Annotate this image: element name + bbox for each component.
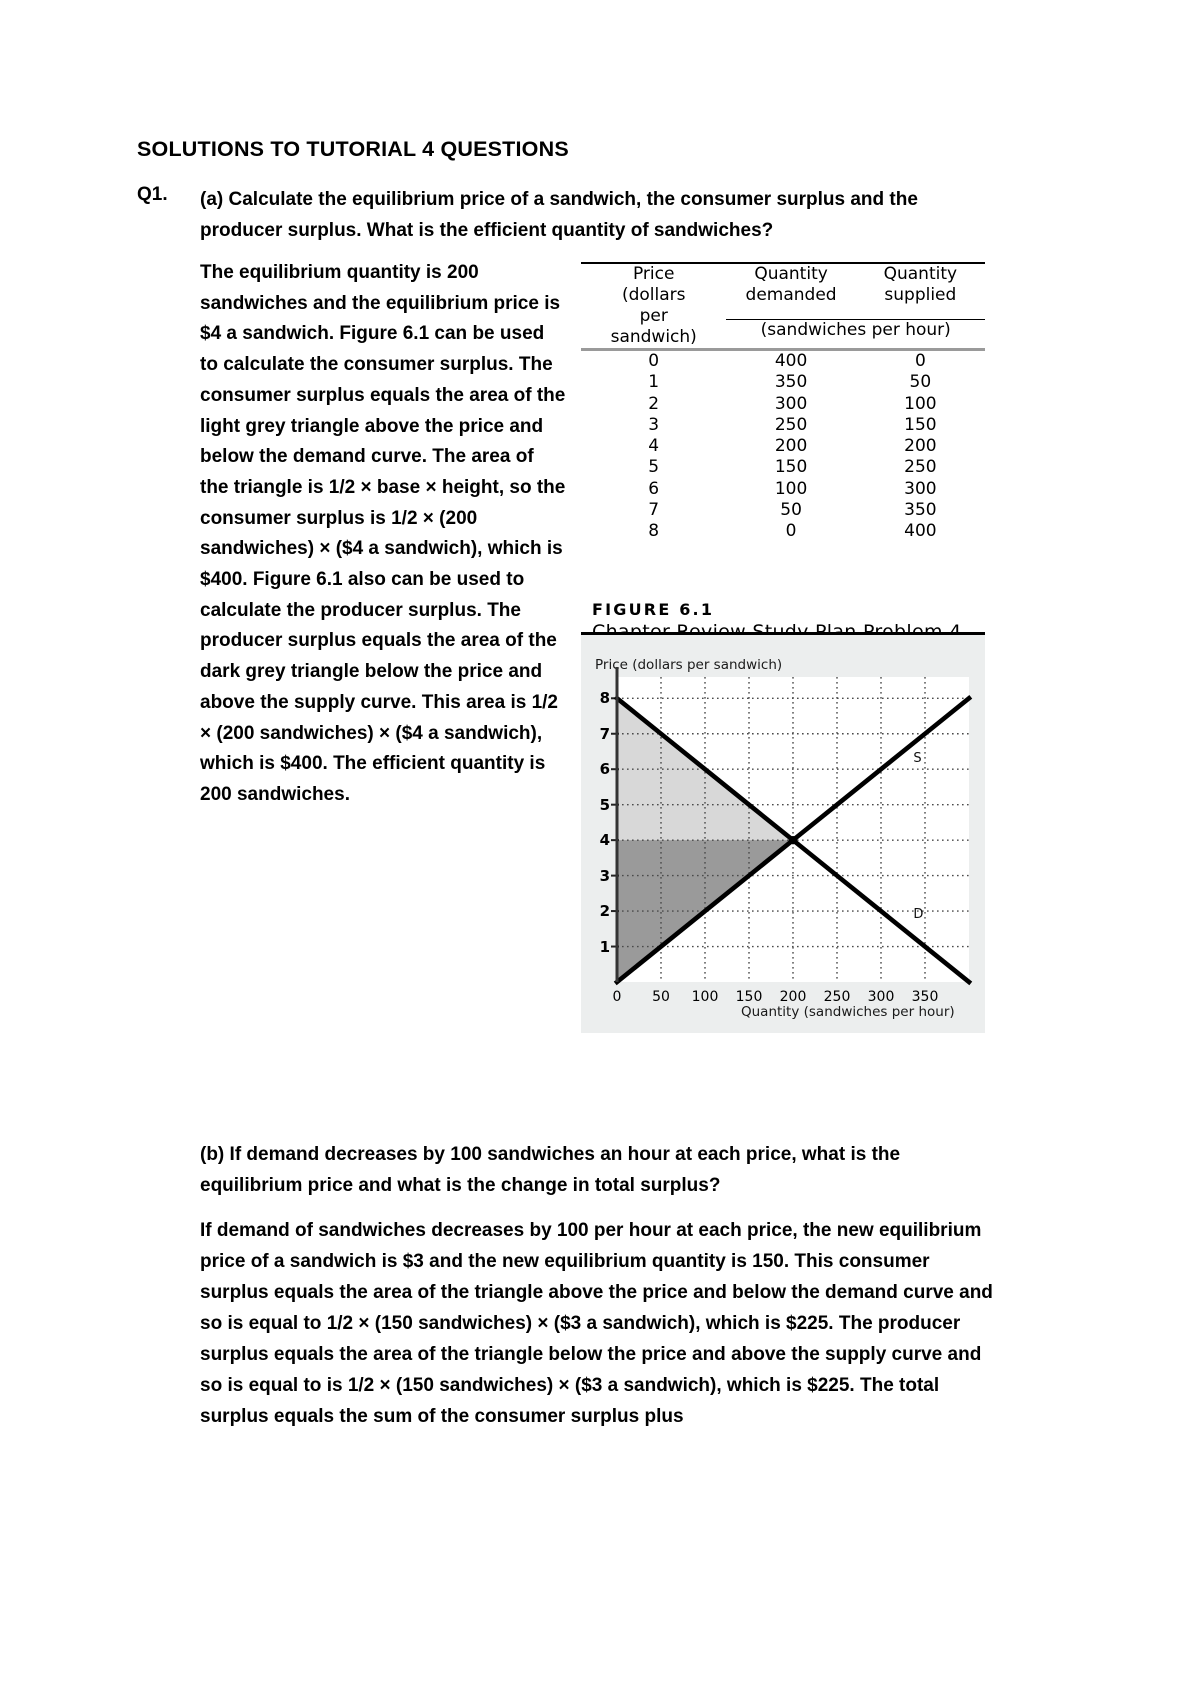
cell-demanded: 300 bbox=[774, 393, 808, 414]
header-line: per bbox=[639, 306, 668, 326]
question-prompt-b: (b) If demand decreases by 100 sandwiches an hour at each price, what is the equilibrium price and what is the change in total surplus? bbox=[200, 1144, 901, 1196]
x-tick-label: 100 bbox=[691, 989, 719, 1005]
cell-demanded: 150 bbox=[774, 457, 808, 478]
question-number: Q1. bbox=[137, 184, 168, 205]
x-tick-label: 0 bbox=[612, 989, 622, 1005]
y-tick-label: 2 bbox=[599, 902, 610, 921]
header-line: Quantity bbox=[754, 264, 828, 284]
x-tick-label: 150 bbox=[735, 989, 763, 1005]
table-header-quantity-supplied bbox=[856, 263, 985, 320]
table-row bbox=[581, 500, 985, 521]
table-header-price bbox=[581, 263, 726, 348]
answer-paragraph-b: If demand of sandwiches decreases by 100 per hour at each price, the new equilibrium price of a sandwich is $3 and the new equilibrium quantity is 150. This consumer surplus equals the area of the triangle above the price and below the demand curve and so is equal to 1/2 × (150 sandwiches) × ($3 a sandwich), which is $225. The producer surplus equals the area of the triangle below the price and above the supply curve and so is equal to is 1/2 × (150 sandwiches) × ($3 a sandwich), which is $225. The total surplus equals the sum of the consumer surplus plus bbox=[200, 1220, 993, 1427]
table-row bbox=[581, 415, 985, 436]
table-body bbox=[581, 350, 985, 543]
y-tick-label: 8 bbox=[599, 689, 610, 708]
table-row bbox=[581, 479, 985, 500]
y-tick-label: 7 bbox=[599, 724, 610, 743]
x-tick-label: 200 bbox=[779, 989, 807, 1005]
cell-supplied: 100 bbox=[904, 393, 937, 414]
cell-demanded: 200 bbox=[774, 436, 808, 457]
table-row bbox=[581, 350, 985, 373]
table-header-quantity-demanded bbox=[726, 263, 855, 320]
header-line: demanded bbox=[745, 285, 837, 305]
chart-plot-area bbox=[599, 677, 969, 1005]
y-tick-label: 1 bbox=[599, 937, 610, 956]
table-row bbox=[581, 394, 985, 415]
figure-label: FIGURE 6.1 bbox=[592, 600, 715, 619]
y-tick-label: 6 bbox=[599, 760, 610, 779]
header-line: Quantity bbox=[883, 264, 958, 284]
cell-demanded: 400 bbox=[774, 351, 808, 371]
supply-demand-chart bbox=[617, 677, 969, 982]
table-header-units: (sandwiches per hour) bbox=[760, 320, 951, 341]
cell-price: 7 bbox=[648, 500, 660, 521]
cell-supplied: 50 bbox=[909, 372, 932, 393]
figure-panel bbox=[581, 632, 985, 1033]
cell-price: 5 bbox=[648, 457, 660, 478]
supply-curve-label: S bbox=[913, 750, 922, 766]
page-title: SOLUTIONS TO TUTORIAL 4 QUESTIONS bbox=[137, 137, 569, 161]
y-tick-label: 5 bbox=[599, 795, 610, 814]
header-line: supplied bbox=[884, 285, 957, 305]
cell-supplied: 300 bbox=[904, 478, 937, 499]
chart-y-axis-title: Price (dollars per sandwich) bbox=[595, 657, 783, 673]
header-line: (dollars bbox=[621, 285, 686, 305]
cell-demanded: 100 bbox=[774, 478, 808, 499]
table-row bbox=[581, 436, 985, 457]
x-tick-label: 350 bbox=[911, 989, 939, 1005]
x-tick-label: 50 bbox=[652, 989, 670, 1005]
cell-price: 3 bbox=[648, 414, 660, 435]
y-tick-label: 4 bbox=[599, 831, 610, 850]
cell-price: 1 bbox=[648, 372, 660, 393]
cell-demanded: 0 bbox=[785, 521, 797, 542]
header-line: Price bbox=[632, 264, 675, 284]
chart-x-axis-title: Quantity (sandwiches per hour) bbox=[741, 1004, 955, 1020]
cell-supplied: 400 bbox=[904, 521, 937, 542]
cell-price: 2 bbox=[648, 393, 660, 414]
cell-price: 4 bbox=[648, 436, 660, 457]
cell-demanded: 50 bbox=[780, 500, 802, 521]
table-row bbox=[581, 457, 985, 478]
cell-supplied: 250 bbox=[904, 457, 937, 478]
cell-price: 0 bbox=[648, 351, 660, 371]
cell-demanded: 350 bbox=[774, 372, 808, 393]
answer-paragraph-a: The equilibrium quantity is 200 sandwiches and the equilibrium price is $4 a sandwich. Figure 6.1 can be used to calculate the consumer surplus. The consumer surplus equals the area of the light grey triangle above the price and below the demand curve. The area of the triangle is 1/2 × base × height, so the consumer surplus is 1/2 × (200 sandwiches) × ($4 a sandwich), which is $400. Figure 6.1 also can be used to calculate the producer surplus. The producer surplus equals the area of the dark grey triangle below the price and above the supply curve. This area is 1/2 × (200 sandwiches) × ($4 a sandwich), which is $400. The efficient quantity is 200 sandwiches. bbox=[200, 262, 566, 805]
demand-curve-label: D bbox=[913, 906, 924, 922]
header-line: sandwich) bbox=[610, 327, 697, 347]
cell-supplied: 0 bbox=[914, 351, 926, 371]
table-row bbox=[581, 372, 985, 393]
question-prompt: (a) Calculate the equilibrium price of a sandwich, the consumer surplus and the producer surplus. What is the efficient quantity of sandwiches? bbox=[200, 189, 918, 241]
x-tick-label: 300 bbox=[867, 989, 895, 1005]
cell-price: 6 bbox=[648, 478, 660, 499]
cell-demanded: 250 bbox=[774, 414, 808, 435]
cell-supplied: 350 bbox=[904, 500, 937, 521]
y-tick-label: 3 bbox=[599, 866, 610, 885]
supply-demand-table bbox=[581, 262, 985, 543]
cell-price: 8 bbox=[648, 521, 660, 542]
cell-supplied: 150 bbox=[904, 414, 937, 435]
x-tick-label: 250 bbox=[823, 989, 851, 1005]
cell-supplied: 200 bbox=[904, 436, 937, 457]
table-row bbox=[581, 521, 985, 542]
equilibrium-point bbox=[789, 836, 797, 844]
